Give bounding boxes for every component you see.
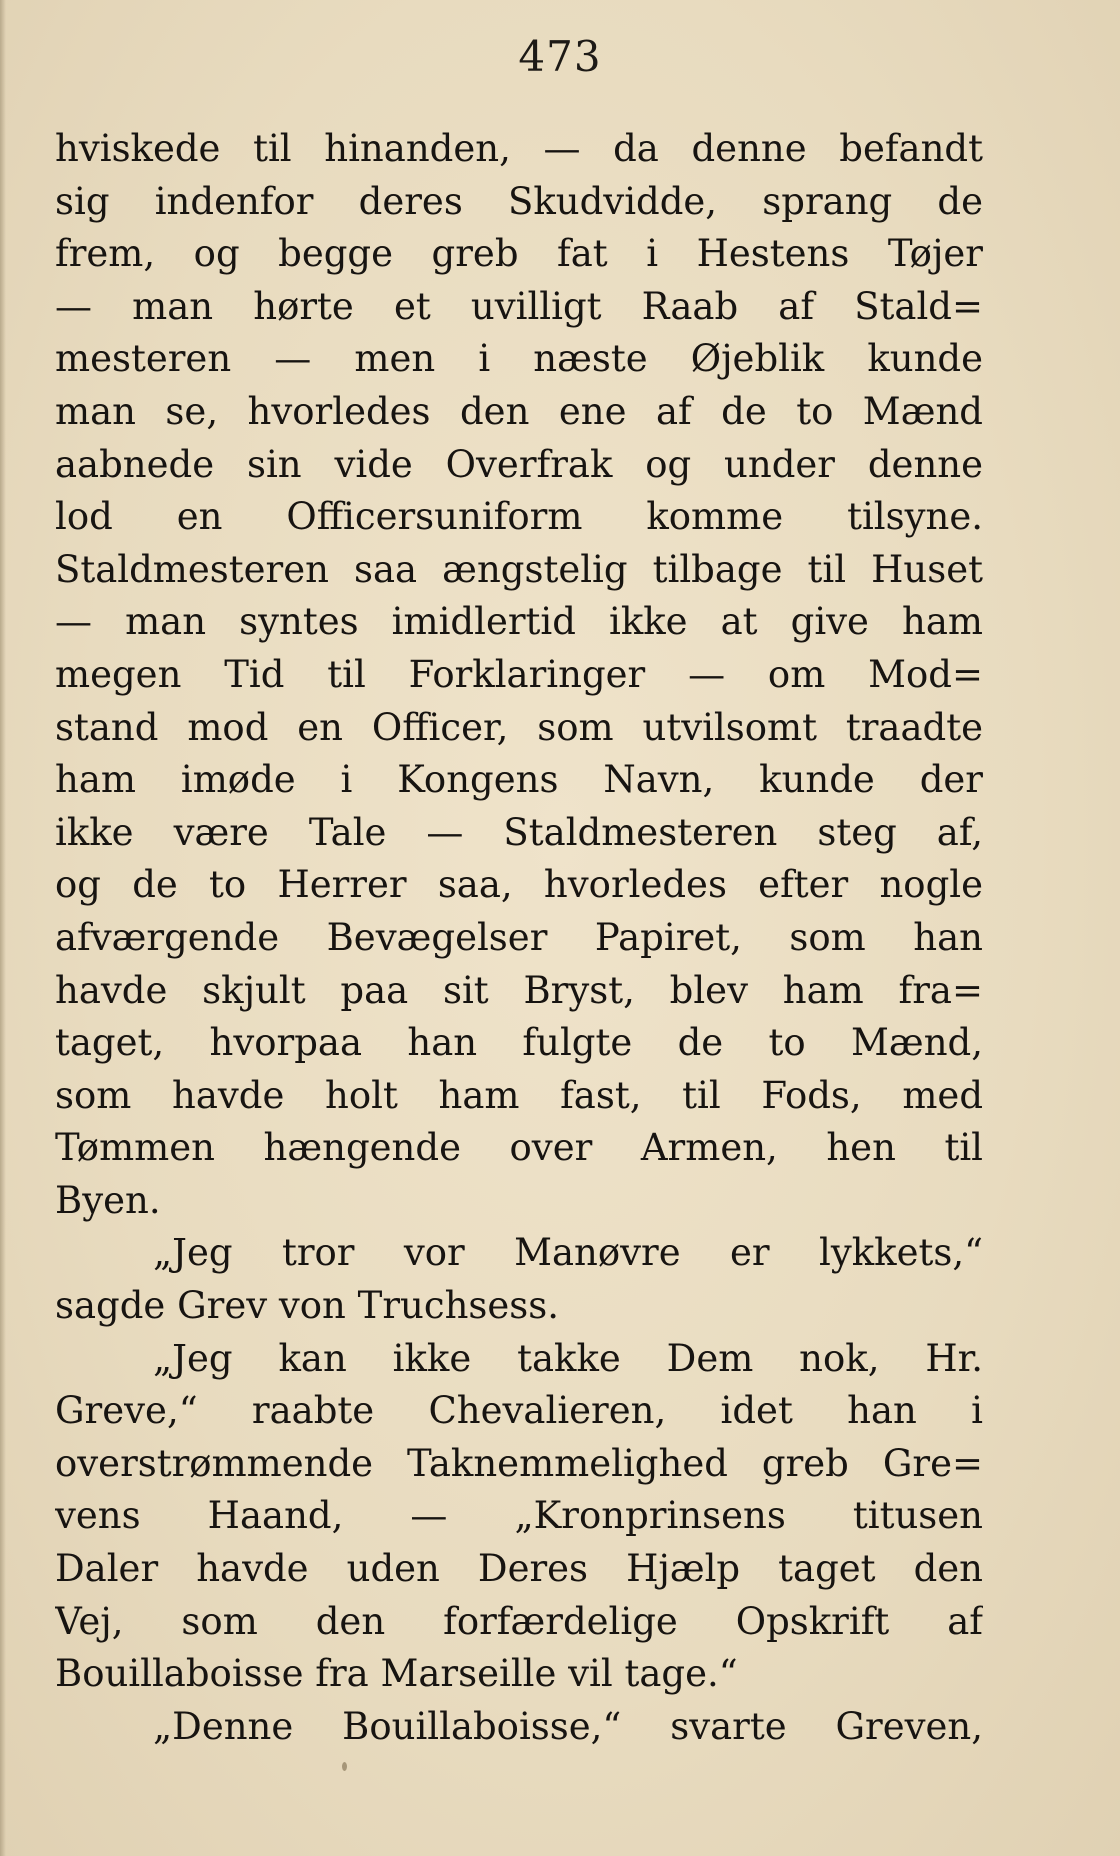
page-spine-shadow <box>0 0 6 1856</box>
text-line: stand mod en Officer, som utvilsomt traadte <box>55 705 983 749</box>
text-line: hviskede til hinanden, — da denne befandt <box>55 127 983 170</box>
text-line: Bouillaboisse fra Marseille vil tage.“ <box>55 1652 738 1696</box>
text-line: aabnede sin vide Overfrak og under denne <box>55 442 983 486</box>
text-line: taget, hvorpaa han fulgte de to Mænd, <box>55 1021 983 1065</box>
text-line: Staldmesteren saa ængstelig tilbage til Huset <box>55 547 983 591</box>
text-line: frem, og begge greb fat i Hestens Tøjer <box>55 232 983 276</box>
text-line: Greve,“ raabte Chevalieren, idet han i <box>55 1389 983 1433</box>
text-line: — man syntes imidlertid ikke at give ham <box>55 600 983 644</box>
ink-speck <box>342 1762 347 1771</box>
text-line: megen Tid til Forklaringer — om Mod= <box>55 652 983 696</box>
text-line: ham imøde i Kongens Navn, kunde der <box>55 758 983 802</box>
text-line: — man hørte et uvilligt Raab af Stald= <box>55 284 983 328</box>
text-line: overstrømmende Taknemmelighed greb Gre= <box>55 1441 983 1485</box>
text-line: sig indenfor deres Skudvidde, sprang de <box>55 179 983 223</box>
text-line: havde skjult paa sit Bryst, blev ham fra= <box>55 968 983 1012</box>
text-line: Daler havde uden Deres Hjælp taget den <box>55 1547 983 1591</box>
text-line: „Jeg kan ikke takke Dem nok, Hr. <box>153 1336 983 1380</box>
body-text <box>55 123 983 1753</box>
text-line: Tømmen hængende over Armen, hen til <box>55 1126 983 1170</box>
text-line: Vej, som den forfærdelige Opskrift af <box>55 1599 983 1643</box>
text-line: som havde holt ham fast, til Fods, med <box>55 1073 983 1117</box>
text-line: man se, hvorledes den ene af de to Mænd <box>55 389 983 433</box>
text-line: sagde Grev von Truchsess. <box>55 1284 560 1328</box>
text-line: vens Haand, — „Kronprinsens titusen <box>55 1494 983 1538</box>
text-line: ikke være Tale — Staldmesteren steg af, <box>55 810 983 854</box>
text-line: og de to Herrer saa, hvorledes efter nogle <box>55 863 983 907</box>
text-line: „Jeg tror vor Manøvre er lykkets,“ <box>153 1231 983 1275</box>
text-line: Byen. <box>55 1178 161 1222</box>
text-line: lod en Officersuniform komme tilsyne. <box>55 495 983 539</box>
text-line: mesteren — men i næste Øjeblik kunde <box>55 337 983 381</box>
text-line: afværgende Bevægelser Papiret, som han <box>55 915 983 959</box>
text-line: „Denne Bouillaboisse,“ svarte Greven, <box>153 1704 983 1748</box>
page-number: 473 <box>518 32 602 81</box>
